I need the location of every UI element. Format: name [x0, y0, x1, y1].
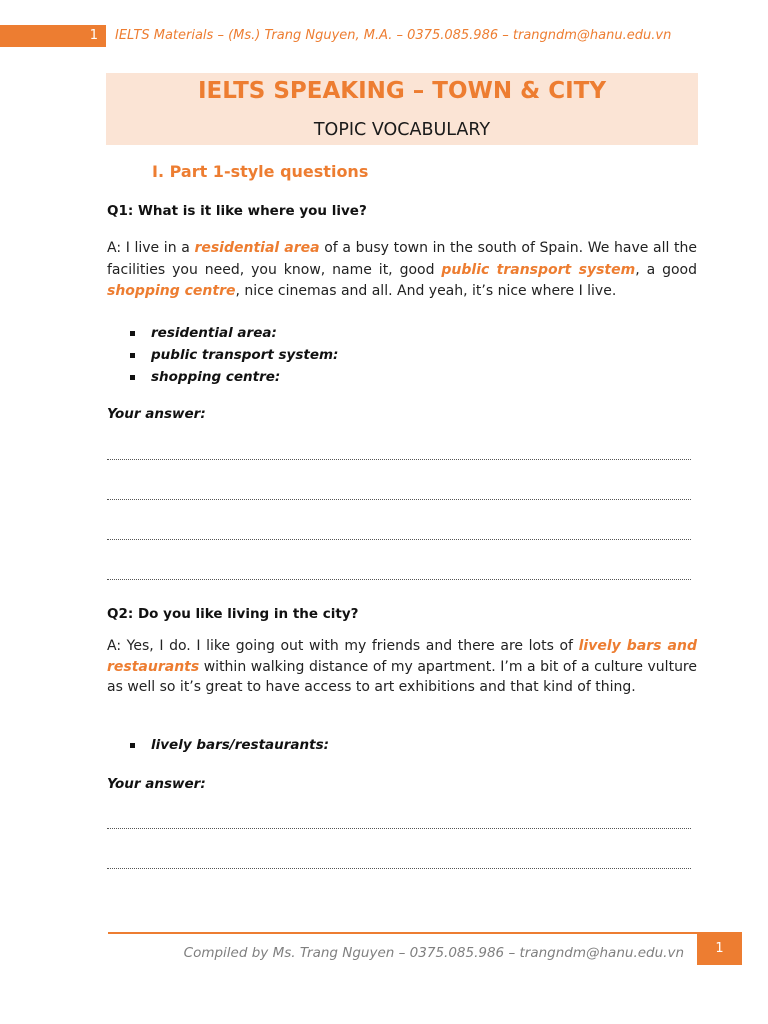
answer-text: A: Yes, I do. I like going out with my friends and there are lots of	[107, 638, 579, 654]
highlighted-term: residential area	[194, 240, 320, 256]
highlighted-term: lively bars and restaurants	[107, 638, 697, 675]
page-title: IELTS SPEAKING – TOWN & CITY	[197, 78, 607, 104]
answer-line[interactable]	[107, 459, 691, 460]
answer-1	[107, 238, 697, 303]
answer-line[interactable]	[107, 499, 691, 500]
header-page-number: 1	[0, 25, 106, 47]
bullet-square-icon	[130, 353, 135, 358]
bullet-square-icon	[130, 375, 135, 380]
section-heading: I. Part 1-style questions	[152, 162, 369, 181]
answer-text: of a busy town in the south of Spain. We have all the facilities you need, you know, name it, good	[107, 240, 698, 278]
vocab-item	[128, 734, 329, 756]
page-subtitle: TOPIC VOCABULARY	[313, 120, 491, 140]
footer-page-number: 1	[697, 932, 742, 965]
bullet-square-icon	[130, 331, 135, 336]
answer-text: A: I live in a	[107, 240, 195, 256]
vocab-item	[128, 322, 338, 344]
answer-text: , nice cinemas and all. And yeah, it’s nice where I live.	[235, 283, 617, 299]
answer-line[interactable]	[107, 539, 691, 540]
answer-line[interactable]	[107, 579, 691, 580]
title-banner	[106, 73, 698, 145]
vocab-item	[128, 344, 338, 366]
vocab-item-text: public transport system:	[151, 347, 339, 363]
vocab-item-text: residential area:	[151, 325, 277, 341]
answer-text: , a good	[635, 261, 697, 278]
question-1: Q1: What is it like where you live?	[107, 203, 367, 219]
answer-text: within walking distance of my apartment. I’m a bit of a culture vulture as well so it’s great to have access to art exhibitions and that kind of thing.	[107, 658, 697, 695]
footer-text: Compiled by Ms. Trang Nguyen – 0375.085.986 – trangndm@hanu.edu.vn	[183, 945, 684, 961]
your-answer-label-2: Your answer:	[107, 776, 206, 792]
highlighted-term: public transport system	[441, 261, 636, 278]
vocab-item	[128, 366, 338, 388]
your-answer-label-1: Your answer:	[107, 406, 206, 422]
bullet-square-icon	[130, 743, 135, 748]
vocab-item-text: shopping centre:	[151, 369, 281, 385]
answer-line[interactable]	[107, 828, 691, 829]
highlighted-term: shopping centre	[107, 283, 236, 299]
answer-line[interactable]	[107, 868, 691, 869]
vocab-list-1	[128, 322, 338, 388]
header-text: IELTS Materials – (Ms.) Trang Nguyen, M.A. – 0375.085.986 – trangndm@hanu.edu.vn	[115, 28, 672, 43]
answer-2	[107, 636, 697, 698]
vocab-item-text: lively bars/restaurants:	[151, 737, 330, 753]
question-2: Q2: Do you like living in the city?	[107, 606, 359, 622]
footer-rule	[108, 932, 698, 934]
vocab-list-2	[128, 734, 329, 756]
